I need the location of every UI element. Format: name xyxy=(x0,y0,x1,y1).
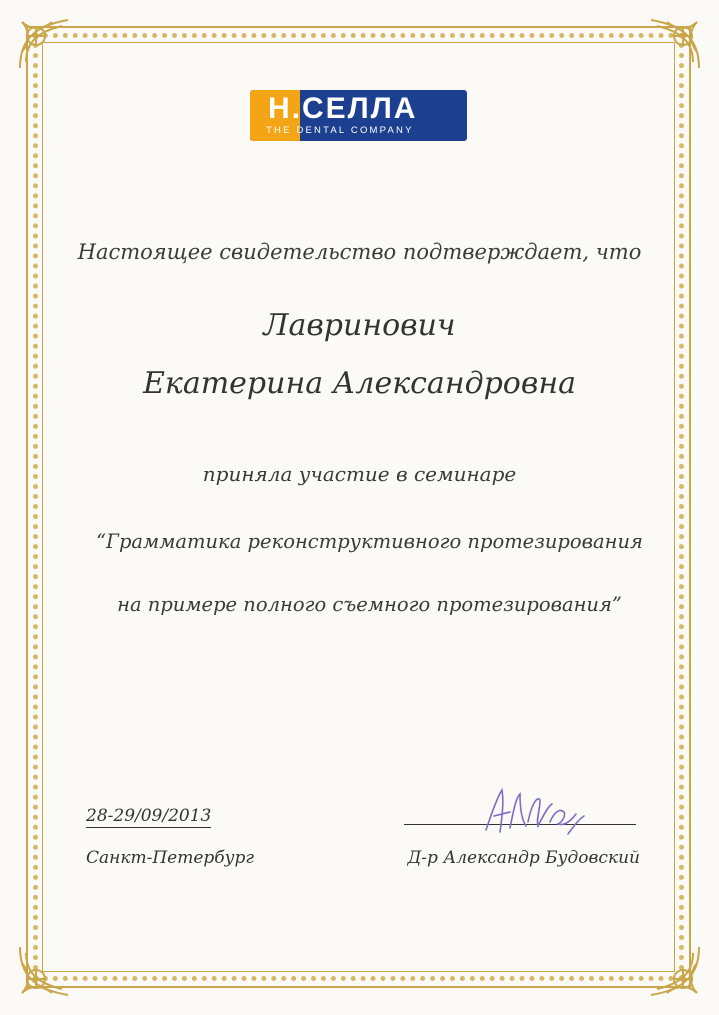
ornament-corner-icon xyxy=(643,12,707,76)
signer-name: Д-р Александр Будовский xyxy=(407,848,640,868)
certificate-intro: Настоящее свидетельство подтверждает, что xyxy=(77,240,642,264)
ornament-corner-icon xyxy=(643,939,707,1003)
ornament-corner-icon xyxy=(12,12,76,76)
seminar-date: 28-29/09/2013 xyxy=(86,806,212,826)
recipient-surname: Лавринович xyxy=(263,308,456,343)
ornament-corner-icon xyxy=(12,939,76,1003)
seminar-title-line2: на примере полного съемного протезирования” xyxy=(117,593,622,616)
company-logo xyxy=(250,90,467,141)
seminar-title-line1: “Грамматика реконструктивного протезирования xyxy=(96,530,643,553)
logo-brand-name: Н.СЕЛЛА xyxy=(268,92,418,125)
participation-text: приняла участие в семинаре xyxy=(202,462,517,486)
signature-icon xyxy=(480,782,590,842)
recipient-given-names: Екатерина Александровна xyxy=(143,366,576,401)
logo-tagline: THE DENTAL COMPANY xyxy=(266,125,414,136)
seminar-city: Санкт-Петербург xyxy=(86,848,255,868)
